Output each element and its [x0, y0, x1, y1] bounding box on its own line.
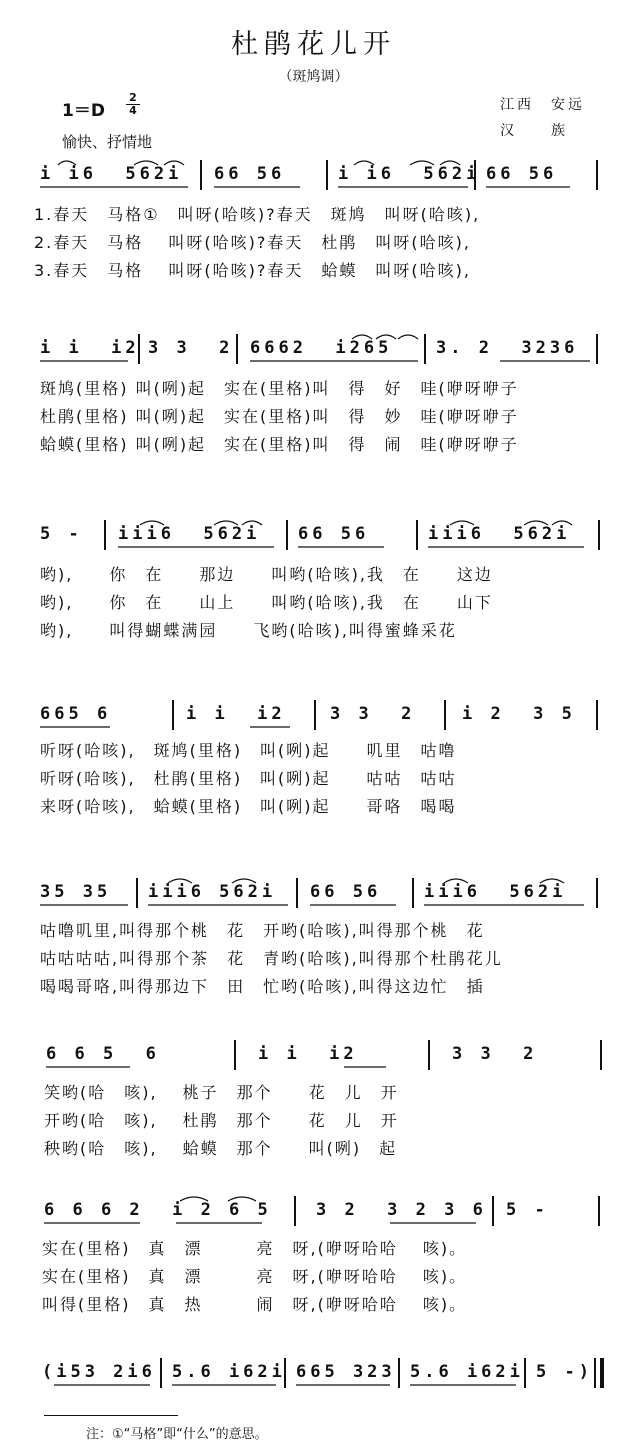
lyric-line: 开哟(哈 咳), 杜鹃 那个 花 儿 开	[44, 1111, 399, 1130]
footnote-divider	[44, 1415, 178, 1416]
lyric-line: 3.春天 马格 叫呀(哈咳)?春天 蛤蟆 叫呀(哈咳),	[34, 261, 471, 280]
time-signature-top: 2	[126, 92, 140, 105]
notation-line	[0, 700, 627, 730]
lyric-line: 秧哟(哈 咳), 蛤蟆 那个 叫(咧) 起	[44, 1139, 398, 1158]
measure: 5 -	[506, 1200, 549, 1220]
measure: i i6 562i	[40, 164, 183, 184]
lyric-line: 笑哟(哈 咳), 桃子 那个 花 儿 开	[44, 1083, 399, 1102]
measure: 665 323	[296, 1362, 396, 1382]
notation-line	[0, 1358, 627, 1388]
lyric-line: 哟), 叫得蝴蝶满园 飞哟(哈咳),叫得蜜蜂采花	[40, 621, 457, 640]
lyric-line: 1.春天 马格① 叫呀(哈咳)?春天 斑鸠 叫呀(哈咳),	[34, 205, 481, 224]
measure: 66 56	[214, 164, 286, 184]
lyric-line: 实在(里格) 真 漂 亮 呀,(咿呀哈哈 咳)。	[42, 1267, 468, 1286]
notation-line	[0, 334, 627, 364]
measure: iii6 562i	[424, 882, 567, 902]
song-subtitle: （斑鸠调）	[278, 69, 349, 85]
measure: 665 6	[40, 704, 112, 724]
notation-line	[0, 520, 627, 550]
slur-marks	[0, 334, 627, 368]
measure: 5 -)	[536, 1362, 593, 1382]
notation-line	[0, 1196, 627, 1226]
measure: iii6 562i	[428, 524, 571, 544]
slur-marks	[0, 1040, 627, 1074]
slur-marks	[0, 1196, 627, 1230]
measure: 6662 i265	[250, 338, 393, 358]
measure: i i i2	[186, 704, 286, 724]
measure: i i6 562i	[338, 164, 481, 184]
notation-line	[0, 160, 627, 190]
slur-marks	[0, 878, 627, 912]
measure: i 2 3 5	[462, 704, 576, 724]
lyric-line: 蛤蟆(里格) 叫(咧)起 实在(里格)叫 得 闹 哇(咿呀咿子	[40, 435, 519, 454]
notation-line	[0, 878, 627, 908]
lyric-line: 咕咕咕咕,叫得那个茶 花 青哟(哈咳),叫得那个杜鹃花儿	[40, 949, 503, 968]
lyric-line: 斑鸠(里格) 叫(咧)起 实在(里格)叫 得 好 哇(咿呀咿子	[40, 379, 519, 398]
lyric-line: 叫得(里格) 真 热 闹 呀,(咿呀哈哈 咳)。	[42, 1295, 468, 1314]
measure: 3 3 2	[148, 338, 234, 358]
lyric-line: 来呀(哈咳), 蛤蟆(里格) 叫(咧)起 哥咯 喝喝	[40, 797, 457, 816]
measure: 3 2 3 2 3 6	[316, 1200, 487, 1220]
measure: 6 6 6 2 i 2 6 5	[44, 1200, 272, 1220]
lyric-line: 哟), 你 在 那边 叫哟(哈咳),我 在 这边	[40, 565, 493, 584]
measure: 6 6 5 6	[46, 1044, 160, 1064]
song-title: 杜鹃花儿开	[231, 29, 396, 60]
lyric-line: 2.春天 马格 叫呀(哈咳)?春天 杜鹃 叫呀(哈咳),	[34, 233, 471, 252]
measure: 5 -	[40, 524, 83, 544]
measure: 5.6 i62i	[410, 1362, 524, 1382]
tempo-marking: 愉快、抒情地	[62, 133, 153, 151]
measure: (i53 2i6	[42, 1362, 156, 1382]
slur-marks	[0, 520, 627, 554]
lyric-line: 听呀(哈咳), 斑鸠(里格) 叫(咧)起 叽里 咕噜	[40, 741, 457, 760]
ethnicity-credit: 汉 族	[500, 123, 568, 139]
measure: 35 35	[40, 882, 112, 902]
measure: i i i2	[258, 1044, 358, 1064]
key-signature: 1＝D	[62, 101, 105, 121]
measure: iii6 562i	[148, 882, 277, 902]
measure: 66 56	[310, 882, 382, 902]
lyric-line: 实在(里格) 真 漂 亮 呀,(咿呀哈哈 咳)。	[42, 1239, 468, 1258]
measure: iii6 562i	[118, 524, 261, 544]
lyric-line: 咕噜叽里,叫得那个桃 花 开哟(哈咳),叫得那个桃 花	[40, 921, 485, 940]
footnote: 注：①“马格”即“什么”的意思。	[86, 1427, 268, 1442]
origin-credit: 江西 安远	[500, 97, 585, 113]
time-signature-bottom: 4	[129, 104, 137, 117]
measure: 3 3 2	[330, 704, 416, 724]
lyric-line: 喝喝哥咯,叫得那边下 田 忙哟(哈咳),叫得这边忙 插	[40, 977, 485, 996]
measure: 3 3 2	[452, 1044, 538, 1064]
lyric-line: 杜鹃(里格) 叫(咧)起 实在(里格)叫 得 妙 哇(咿呀咿子	[40, 407, 519, 426]
slur-marks	[0, 160, 627, 194]
lyric-line: 哟), 你 在 山上 叫哟(哈咳),我 在 山下	[40, 593, 493, 612]
lyric-line: 听呀(哈咳), 杜鹃(里格) 叫(咧)起 咕咕 咕咕	[40, 769, 457, 788]
slur-marks	[0, 1358, 627, 1392]
measure: 66 56	[486, 164, 558, 184]
notation-line	[0, 1040, 627, 1070]
measure: 3. 2 3236	[436, 338, 579, 358]
measure: 5.6 i62i	[172, 1362, 286, 1382]
measure: i i i2	[40, 338, 140, 358]
measure: 66 56	[298, 524, 370, 544]
slur-marks	[0, 700, 627, 734]
time-signature	[126, 92, 140, 117]
